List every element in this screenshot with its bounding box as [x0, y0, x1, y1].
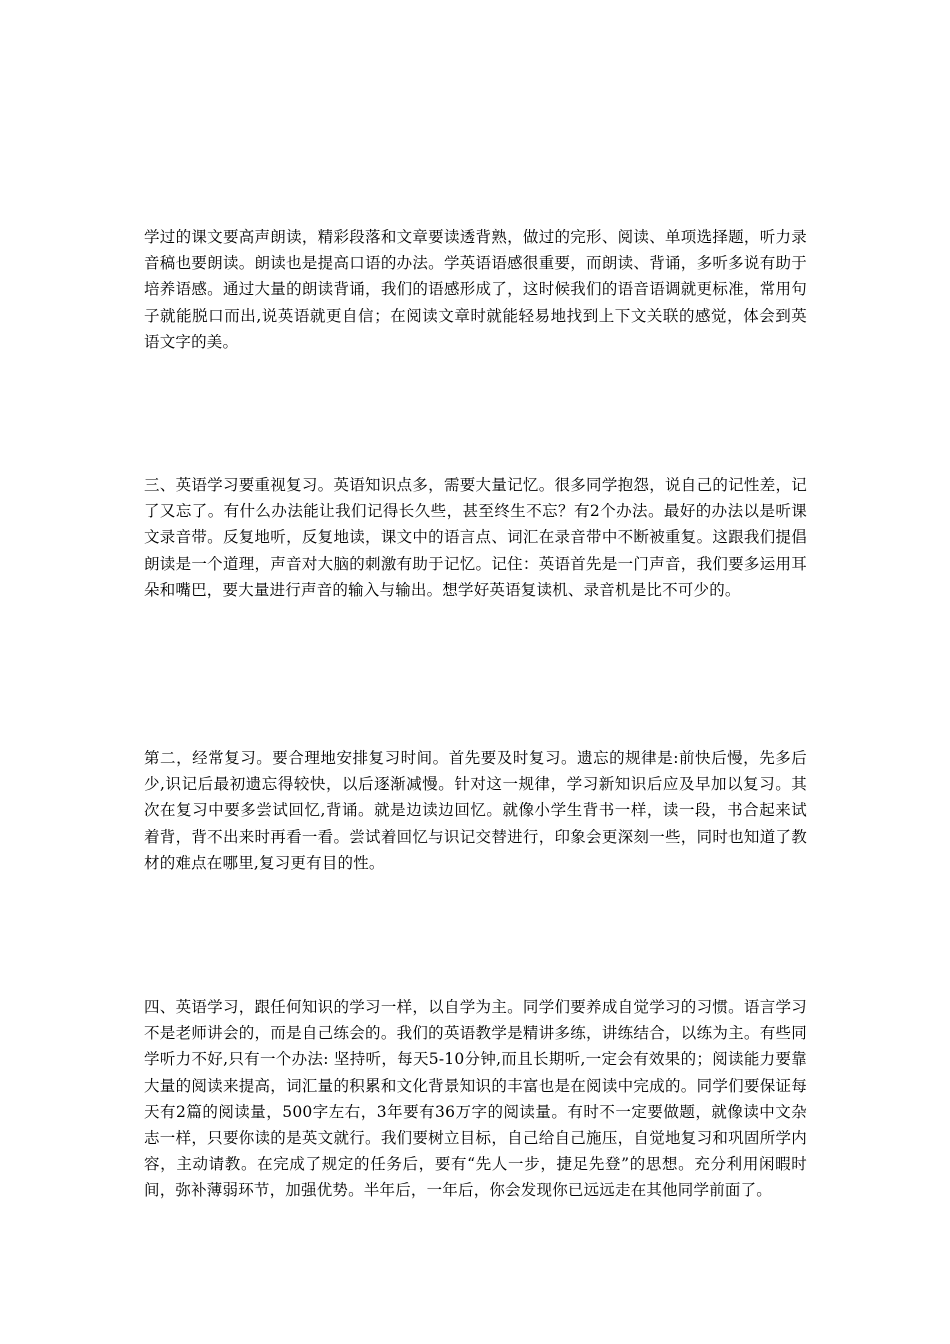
- paragraph-reading-aloud: 学过的课文要高声朗读，精彩段落和文章要读透背熟，做过的完形、阅读、单项选择题，听力录音稿也要朗读。朗读也是提高口语的办法。学英语语感很重要，而朗读、背诵，多听多说有助于培养语感。通过大量的朗读背诵，我们的语感形成了，这时候我们的语音语调就更标准，常用句子就能脱口而出,说英语就更自信；在阅读文章时就能轻易地找到上下文关联的感觉，体会到英语文字的美。: [144, 228, 807, 351]
- paragraph-frequent-review: 第二，经常复习。要合理地安排复习时间。首先要及时复习。遗忘的规律是:前快后慢，先多后少,识记后最初遗忘得较快，以后逐渐减慢。针对这一规律，学习新知识后应及早加以复习。其次在复习中要多尝试回忆,背诵。就是边读边回忆。就像小学生背书一样，读一段，书合起来试着背，背不出来时再看一看。尝试着回忆与识记交替进行，印象会更深刻一些，同时也知道了教材的难点在哪里,复习更有目的性。: [144, 749, 807, 872]
- paragraph-review-importance: 三、英语学习要重视复习。英语知识点多，需要大量记忆。很多同学抱怨，说自己的记性差，记了又忘了。有什么办法能让我们记得长久些，甚至终生不忘？有2个办法。最好的办法以是听课文录音带。反复地听，反复地读，课文中的语言点、词汇在录音带中不断被重复。这跟我们提倡朗读是一个道理，声音对大脑的刺激有助于记忆。记住：英语首先是一门声音，我们要多运用耳朵和嘴巴，要大量进行声音的输入与输出。想学好英语复读机、录音机是比不可少的。: [144, 476, 807, 599]
- paragraph-self-study: 四、英语学习，跟任何知识的学习一样，以自学为主。同学们要养成自觉学习的习惯。语言学习不是老师讲会的，而是自己练会的。我们的英语教学是精讲多练，讲练结合，以练为主。有些同学听力不好,只有一个办法: 坚持听，每天5-10分钟,而且长期听,一定会有效果的；阅读能力要靠大量的阅读来提高，词汇量的积累和文化背景知识的丰富也是在阅读中完成的。同学们要保证每天有2篇的阅读量，500字左右，3年要有36万字的阅读量。有时不一定要做题，就像读中文杂志一样，只要你读的是英文就行。我们要树立目标，自己给自己施压，自觉地复习和巩固所学内容，主动请教。在完成了规定的任务后，要有“先人一步，捷足先登”的思想。充分利用闲暇时间，弥补薄弱环节，加强优势。半年后，一年后，你会发现你已远远走在其他同学前面了。: [144, 998, 807, 1200]
